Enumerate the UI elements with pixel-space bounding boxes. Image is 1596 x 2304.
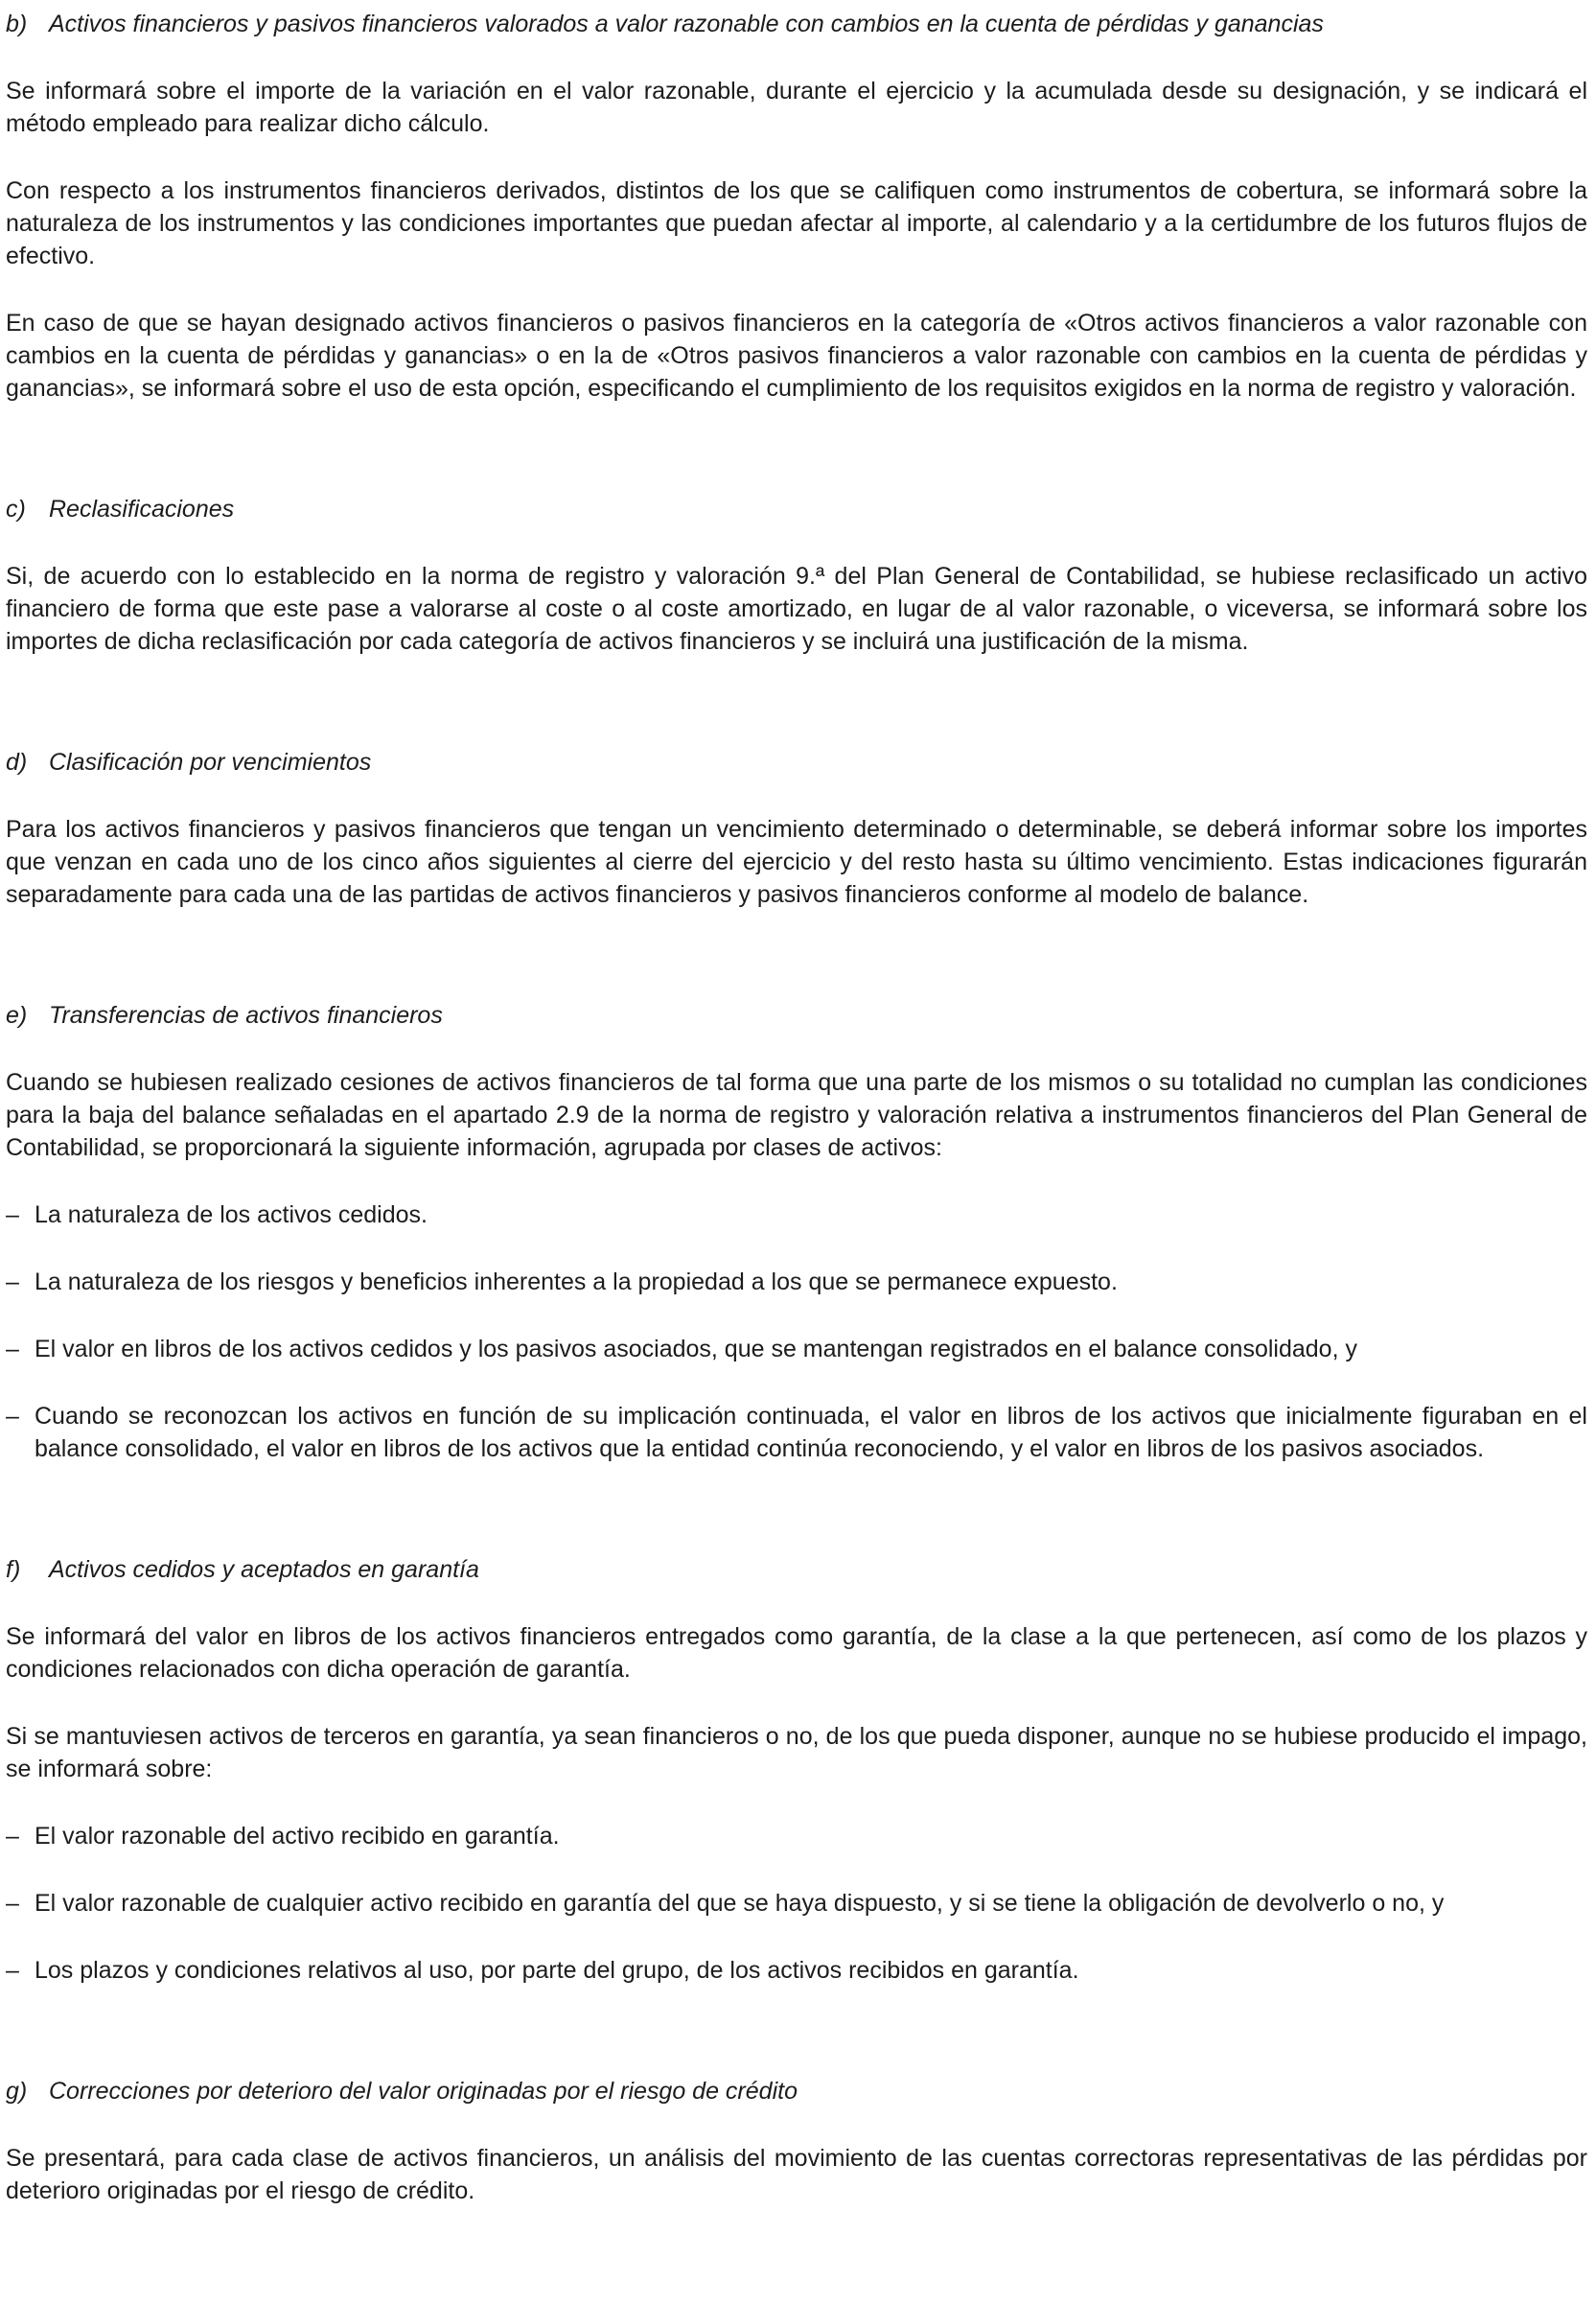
section-heading-b bbox=[6, 8, 1587, 40]
list-item bbox=[6, 1333, 1587, 1365]
section-title: Transferencias de activos financieros bbox=[49, 1002, 443, 1029]
paragraph: Cuando se hubiesen realizado cesiones de activos financieros de tal forma que una parte de los mismos o su totalidad no cumplan las condiciones para la baja del balance señaladas en el apartado 2.9 de la norma de registro y valoración relativa a instrumentos financieros del Plan General de Contabilidad, se proporcionará la siguiente información, agrupada por clases de activos: bbox=[6, 1069, 1587, 1161]
list-item bbox=[6, 1266, 1587, 1298]
dash-marker: – bbox=[6, 1201, 19, 1228]
section-letter: f) bbox=[6, 1556, 21, 1583]
section-title: Activos financieros y pasivos financieros valorados a valor razonable con cambios en la cuenta de pérdidas y ganancias bbox=[49, 11, 1324, 37]
section-title: Clasificación por vencimientos bbox=[49, 749, 372, 776]
list-item bbox=[6, 1954, 1587, 1987]
dash-marker: – bbox=[6, 1403, 19, 1430]
section-title: Correcciones por deterioro del valor originadas por el riesgo de crédito bbox=[49, 2078, 798, 2105]
paragraph: En caso de que se hayan designado activos financieros o pasivos financieros en la categoría de «Otros activos financieros a valor razonable con cambios en la cuenta de pérdidas y ganancias» o en la de «Otros pasivos financieros a valor razonable con cambios en la cuenta de pérdidas y ganancias», se informará sobre el uso de esta opción, especificando el cumplimiento de los requisitos exigidos en la norma de registro y valoración. bbox=[6, 310, 1587, 402]
section-letter: g) bbox=[6, 2078, 28, 2105]
section-title: Reclasificaciones bbox=[49, 496, 235, 523]
list-item bbox=[6, 1400, 1587, 1465]
dash-marker: – bbox=[6, 1268, 19, 1295]
section-letter: c) bbox=[6, 496, 26, 523]
list-item-text: La naturaleza de los activos cedidos. bbox=[35, 1201, 428, 1228]
dash-marker: – bbox=[6, 1823, 19, 1850]
paragraph: Si se mantuviesen activos de terceros en garantía, ya sean financieros o no, de los que pueda disponer, aunque no se hubiese producido el impago, se informará sobre: bbox=[6, 1723, 1587, 1782]
list-item-text: El valor razonable de cualquier activo recibido en garantía del que se haya dispuesto, y si se tiene la obligación de devolverlo o no, y bbox=[35, 1890, 1445, 1917]
list-item-text: El valor razonable del activo recibido en garantía. bbox=[35, 1823, 560, 1850]
section-letter: e) bbox=[6, 1002, 28, 1029]
paragraph: Si, de acuerdo con lo establecido en la norma de registro y valoración 9.ª del Plan General de Contabilidad, se hubiese reclasificado un activo financiero de forma que este pase a valorarse al coste o al coste amortizado, en lugar de al valor razonable, o viceversa, se informará sobre los importes de dicha reclasificación por cada categoría de activos financieros y se incluirá una justificación de la misma. bbox=[6, 563, 1587, 655]
list-item bbox=[6, 1820, 1587, 1852]
paragraph: Con respecto a los instrumentos financieros derivados, distintos de los que se califiquen como instrumentos de cobertura, se informará sobre la naturaleza de los instrumentos y las condiciones importantes que puedan afectar al importe, al calendario y a la certidumbre de los futuros flujos de efectivo. bbox=[6, 177, 1587, 269]
paragraph: Se presentará, para cada clase de activos financieros, un análisis del movimiento de las cuentas correctoras representativas de las pérdidas por deterioro originadas por el riesgo de crédito. bbox=[6, 2145, 1587, 2204]
section-letter: d) bbox=[6, 749, 28, 776]
paragraph: Para los activos financieros y pasivos financieros que tengan un vencimiento determinado o determinable, se deberá informar sobre los importes que venzan en cada uno de los cinco años siguientes al cierre del ejercicio y del resto hasta su último vencimiento. Estas indicaciones figurarán separadamente para cada una de las partidas de activos financieros y pasivos financieros conforme al modelo de balance. bbox=[6, 816, 1587, 908]
section-heading-g bbox=[6, 2075, 1587, 2107]
list-item-text: Cuando se reconozcan los activos en función de su implicación continuada, el valor en libros de los activos que inicialmente figuraban en el balance consolidado, el valor en libros de los activos que la entidad continúa reconociendo, y el valor en libros de los pasivos asociados. bbox=[35, 1403, 1587, 1462]
list-item-text: La naturaleza de los riesgos y beneficios inherentes a la propiedad a los que se permanece expuesto. bbox=[35, 1268, 1118, 1295]
list-item bbox=[6, 1887, 1587, 1920]
section-title: Activos cedidos y aceptados en garantía bbox=[49, 1556, 479, 1583]
section-heading-d bbox=[6, 746, 1587, 779]
list-item-text: Los plazos y condiciones relativos al uso, por parte del grupo, de los activos recibidos en garantía. bbox=[35, 1957, 1079, 1984]
dash-marker: – bbox=[6, 1957, 19, 1984]
dash-marker: – bbox=[6, 1890, 19, 1917]
section-heading-f bbox=[6, 1553, 1587, 1586]
section-heading-c bbox=[6, 493, 1587, 525]
paragraph: Se informará del valor en libros de los activos financieros entregados como garantía, de la clase a la que pertenecen, así como de los plazos y condiciones relacionados con dicha operación de garantía. bbox=[6, 1623, 1587, 1683]
paragraph: Se informará sobre el importe de la variación en el valor razonable, durante el ejercicio y la acumulada desde su designación, y se indicará el método empleado para realizar dicho cálculo. bbox=[6, 78, 1587, 137]
list-item bbox=[6, 1199, 1587, 1231]
section-heading-e bbox=[6, 999, 1587, 1032]
list-item-text: El valor en libros de los activos cedidos y los pasivos asociados, que se mantengan registrados en el balance consolidado, y bbox=[35, 1336, 1357, 1362]
section-letter: b) bbox=[6, 11, 28, 37]
dash-marker: – bbox=[6, 1336, 19, 1362]
